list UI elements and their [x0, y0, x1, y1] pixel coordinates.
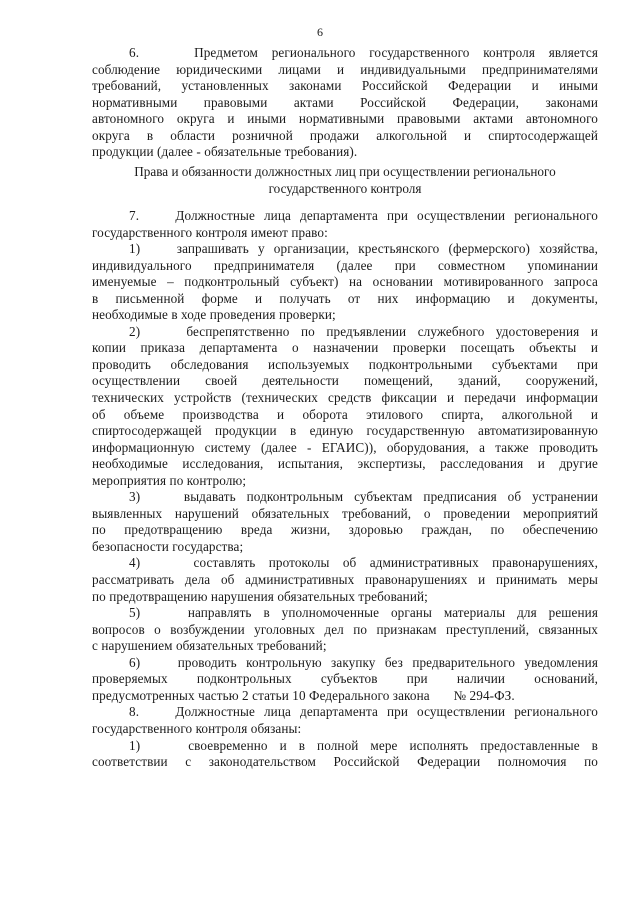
text-line: округа в области розничной продажи алкогольной и спиртосодержащей — [92, 127, 598, 143]
text-line: продукции (далее - обязательные требования). — [92, 144, 358, 160]
paragraph-8-line: государственного контроля обязаны: — [92, 720, 302, 736]
item-3-line: выявленных нарушений обязательных требований, о проведении мероприятий — [92, 505, 598, 521]
item-6-line: 6) проводить контрольную закупку без предварительного уведомления — [129, 654, 598, 670]
item-1-line: индивидуального предпринимателя (далее при совместном упоминании — [92, 257, 598, 273]
item-5-line: вопросов о возбуждении уголовных дел по признакам преступлений, связанных — [92, 621, 598, 637]
item-3-line: безопасности государства; — [92, 538, 244, 554]
item-3-line: 3) выдавать подконтрольным субъектам предписания об устранении — [129, 489, 598, 505]
paragraph-8-item-1-line: 1) своевременно и в полной мере исполнять предоставленные в — [129, 737, 598, 753]
item-4-line: рассматривать дела об административных правонарушениях и принимать меры — [92, 572, 598, 588]
item-2-line: информационную систему (далее - ЕГАИС)), оборудования, а также проводить — [92, 439, 598, 455]
paragraph-6 — [92, 45, 598, 161]
item-3-line: по предотвращению вреда жизни, здоровью граждан, по обеспечению — [92, 522, 598, 538]
heading-line: государственного контроля — [268, 180, 422, 196]
item-2-line: проводить обследования используемых подконтрольными субъектами при — [92, 356, 598, 372]
paragraph-8-line: 8. Должностные лица департамента при осуществлении регионального — [129, 704, 598, 720]
item-2-line: осуществлении своей деятельности помещений, зданий, сооружений, — [92, 373, 598, 389]
text-line: автономного округа и иными нормативными правовыми актами автономного — [92, 111, 598, 127]
item-1-line: необходимые в ходе проведения проверки; — [92, 307, 336, 323]
item-1-line: в письменной форме и получать от них информацию и документы, — [92, 290, 598, 306]
item-2-line: об объеме производства и оборота этилового спирта, алкогольной и — [92, 406, 598, 422]
item-2-line: копии приказа департамента о назначении проверки посещать объекты и — [92, 340, 598, 356]
item-5-line: 5) направлять в уполномоченные органы материалы для решения — [129, 605, 598, 621]
item-2-line: 2) беспрепятственно по предъявлении служебного удостоверения и — [129, 323, 598, 339]
item-4-line: 4) составлять протоколы об административных правонарушениях, — [129, 555, 598, 571]
item-2-line: необходимые исследования, испытания, экспертизы, расследования и другие — [92, 456, 598, 472]
item-1-line: именуемые – подконтрольный субъект) на основании мотивированного запроса — [92, 274, 598, 290]
item-5-line: с нарушением обязательных требований; — [92, 638, 327, 654]
section-heading — [92, 164, 598, 197]
item-2-line: технических устройств (технических средств фиксации и передачи информации — [92, 390, 598, 406]
text-line: нормативными правовыми актами Российской Федерации, законами — [92, 94, 598, 110]
binding-hole-icon — [32, 264, 54, 286]
text-line: требований, установленных законами Российской Федерации и иными — [92, 78, 598, 94]
body-text — [92, 208, 598, 771]
item-6-line: предусмотренных частью 2 статьи 10 Федерального закона № 294-ФЗ. — [92, 687, 515, 703]
item-2-line: мероприятия по контролю; — [92, 472, 247, 488]
item-1-line: 1) запрашивать у организации, крестьянского (фермерского) хозяйства, — [129, 241, 598, 257]
item-2-line: спиртосодержащей продукции в единую государственную автоматизированную — [92, 423, 598, 439]
paragraph-7-line: государственного контроля имеют право: — [92, 224, 328, 240]
binding-hole-icon — [32, 468, 54, 490]
page-number: 6 — [317, 25, 323, 39]
paragraph-8-item-1-line: соответствии с законодательством Российской Федерации полномочия по — [92, 754, 598, 770]
item-4-line: по предотвращению нарушения обязательных требований; — [92, 588, 428, 604]
paragraph-7-line: 7. Должностные лица департамента при осуществлении регионального — [129, 208, 598, 223]
item-6-line: проверяемых подконтрольных субъектов при наличии оснований, — [92, 671, 598, 687]
text-line: соблюдение юридическими лицами и индивидуальными предпринимателями — [92, 61, 598, 77]
text-line: 6. Предметом регионального государственного контроля является — [129, 45, 598, 60]
heading-line: Права и обязанности должностных лиц при осуществлении регионального — [134, 164, 556, 179]
